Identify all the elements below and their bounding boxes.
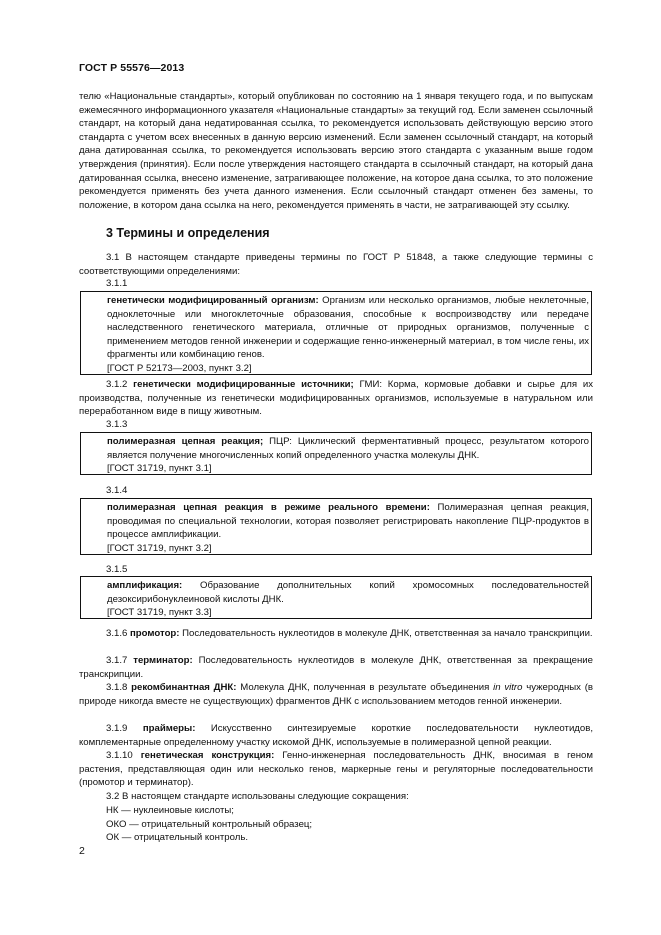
term-box-3-1-1: [80, 291, 592, 375]
intro-paragraph: телю «Национальные стандарты», который опубликован по состоянию на 1 января текущего года, и по выпускам ежемесячного информационного указателя «Национальные стандарты» за текущий год. Если заменен ссылочный стандарт, на который дана недатированная ссылка, то рекомендуется использовать действующую версию этого стандарта с учетом всех внесенных в данную версию изменений. Если заменен ссылочный стандарт, на который дана датированная ссылка, то рекомендуется использовать версию этого стандарта с указанным выше годом утверждения (принятия). Если после утверждения настоящего стандарта в ссылочный стандарт, на который дана датированная ссылка, внесено изменение, затрагивающее положение, на которое дана ссылка, то это положение рекомендуется применять без учета данного изменения. Если ссылочный стандарт отменен без замены, то положение, в котором дана ссылка на него, рекомендуется применять в части, не затрагивающей эту ссылку.: [79, 91, 593, 211]
paragraph-3-1: 3.1 В настоящем стандарте приведены термины по ГОСТ Р 51848, а также следующие термины с соответствующими определениями:: [79, 252, 593, 277]
term-name: промотор:: [130, 628, 180, 639]
page-header: ГОСТ Р 55576—2013: [79, 62, 185, 74]
paragraph-3-2: 3.2 В настоящем стандарте использованы следующие сокращения:: [106, 791, 409, 802]
abbreviation-item: ОКО — отрицательный контрольный образец;: [106, 819, 313, 830]
term-name: полимеразная цепная реакция;: [107, 436, 264, 447]
term-number: 3.1.8: [106, 682, 128, 693]
term-name: полимеразная цепная реакция в режиме реального времени:: [107, 502, 430, 513]
term-3-1-2: [79, 378, 593, 419]
term-name: праймеры:: [142, 723, 196, 734]
term-definition: Образование дополнительных копий хромосомных последовательностей дезоксирибонуклеиновой кислоты ДНК.: [107, 580, 589, 605]
term-definition: чужеродных (в природе никогда вместе не существующих) фрагментов ДНК с использованием методов генной инженерии.: [79, 682, 594, 707]
term-3-1-7: [79, 654, 593, 681]
term-definition: Последовательность нуклеотидов в молекуле ДНК, ответственная за начало транскрипции.: [179, 628, 593, 639]
term-number: 3.1.9: [106, 723, 128, 734]
term-definition: Организм или несколько организмов, любые неклеточные, одноклеточные или многоклеточные образования, способные к воспроизводству или передаче наследственного генетического материала, отличные от природных организмов, полученные с применением методов генной инженерии и содержащие генно-инженерный материал, в том числе гены, их фрагменты или комбинацию генов.: [107, 295, 590, 361]
term-number: 3.1.4: [106, 485, 128, 496]
term-box-3-1-4: [80, 498, 592, 555]
term-number: 3.1.3: [106, 419, 128, 430]
term-3-1-10: [79, 749, 593, 790]
term-definition-italic: in vitro: [493, 682, 523, 693]
term-definition: Искусственно синтезируемые короткие последовательности нуклеотидов, комплементарные определенному участку искомой ДНК, используемые в полимеразной цепной реакции.: [79, 723, 593, 748]
term-number: 3.1.5: [106, 564, 128, 575]
term-number: 3.1.10: [106, 750, 133, 761]
abbreviation-item: НК — нуклеиновые кислоты;: [106, 805, 234, 816]
term-3-1-8: [79, 681, 593, 708]
term-3-1-9: [79, 722, 593, 749]
page-number: 2: [79, 845, 85, 857]
term-definition: Полимеразная цепная реакция, проводимая по специальной технологии, которая позволяет регистрировать накопление ПЦР-продуктов в процессе амплификации.: [107, 502, 589, 541]
term-name: генетически модифицированные источники;: [133, 379, 354, 390]
term-number: 3.1.1: [106, 278, 128, 289]
term-definition: ПЦР: Циклический ферментативный процесс, результатом которого является получение многочисленных копий определенного участка молекулы ДНК.: [107, 436, 589, 461]
term-3-1-6: [79, 627, 593, 641]
term-box-3-1-5: [80, 576, 592, 619]
term-name: рекомбинантная ДНК:: [131, 682, 237, 693]
term-name: амплификация:: [107, 580, 183, 591]
term-source: [ГОСТ 31719, пункт 3.2]: [107, 542, 212, 554]
term-number: 3.1.7: [106, 655, 128, 666]
term-definition: Молекула ДНК, полученная в результате объединения: [236, 682, 494, 693]
term-number: 3.1.2: [106, 379, 128, 390]
term-definition: ГМИ: Корма, кормовые добавки и сырье для их производства, полученные из генетически модифицированных организмов, используемые в натуральном или переработанном виде в пищу животным.: [79, 379, 593, 418]
term-name: генетически модифицированный организм:: [107, 295, 319, 306]
term-number: 3.1.6: [106, 628, 128, 639]
term-definition: Последовательность нуклеотидов в молекуле ДНК, ответственная за прекращение транскрипции.: [79, 655, 594, 680]
term-definition: Генно-инженерная последовательность ДНК, вносимая в геном растения, представляющая один или несколько генов, маркерные гены и регуляторные последовательности (промотор и терминатор).: [79, 750, 593, 789]
term-source: [ГОСТ Р 52173—2003, пункт 3.2]: [107, 362, 252, 374]
abbreviation-item: ОК — отрицательный контроль.: [106, 832, 248, 843]
term-source: [ГОСТ 31719, пункт 3.3]: [107, 607, 212, 619]
term-name: генетическая конструкция:: [140, 750, 275, 761]
term-name: терминатор:: [133, 655, 193, 666]
term-source: [ГОСТ 31719, пункт 3.1]: [107, 463, 212, 475]
section-title: 3 Термины и определения: [106, 226, 270, 240]
term-box-3-1-3: [80, 432, 592, 475]
